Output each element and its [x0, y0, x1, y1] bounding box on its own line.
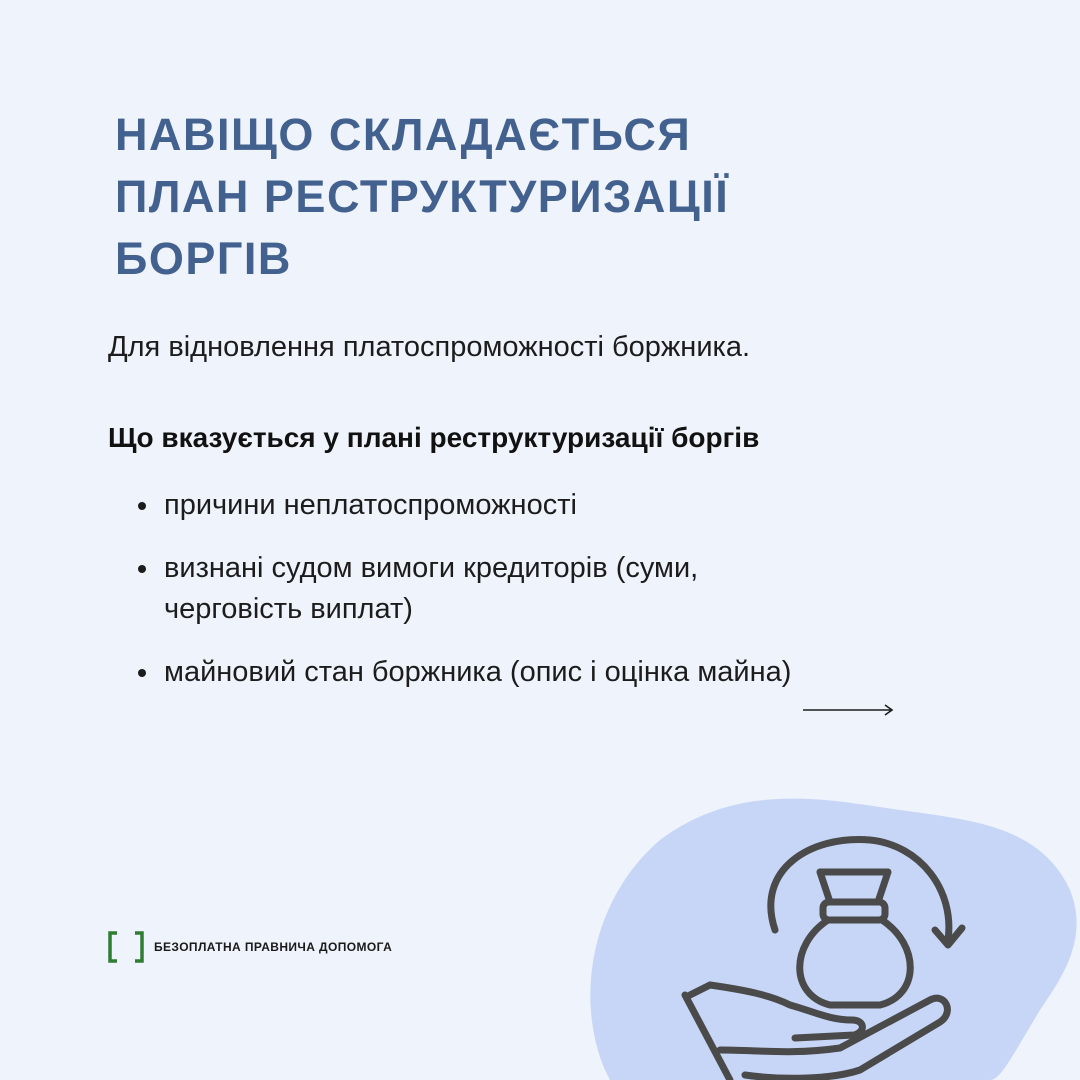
bullet-dot-icon — [138, 565, 146, 573]
logo — [108, 930, 392, 964]
logo-text: БЕЗОПЛАТНА ПРАВНИЧА ДОПОМОГА — [154, 940, 393, 954]
title-line-3: БОРГІВ — [115, 233, 292, 284]
bullet-dot-icon — [138, 502, 146, 510]
arrow-right-icon[interactable] — [803, 700, 895, 720]
list-item — [136, 485, 996, 526]
list-item — [136, 548, 824, 630]
bullet-dot-icon — [138, 669, 146, 677]
list-item-text: визнані судом вимоги кредиторів (суми, черговість виплат) — [164, 552, 699, 625]
page-title — [115, 104, 935, 290]
intro-text: Для відновлення платоспроможності боржника. — [108, 331, 751, 363]
title-line-2: ПЛАН РЕСТРУКТУРИЗАЦІЇ — [115, 171, 730, 222]
bullet-list — [136, 485, 996, 715]
logo-bracket-icon — [108, 931, 144, 963]
section-heading: Що вказується у плані реструктуризації боргів — [108, 422, 760, 453]
list-item-text: майновий стан боржника (опис і оцінка майна) — [164, 656, 792, 688]
hand-money-bag-icon — [570, 780, 1080, 1080]
title-line-1: НАВІЩО СКЛАДАЄТЬСЯ — [115, 109, 692, 160]
list-item — [136, 652, 996, 693]
list-item-text: причини неплатоспроможності — [164, 489, 577, 521]
